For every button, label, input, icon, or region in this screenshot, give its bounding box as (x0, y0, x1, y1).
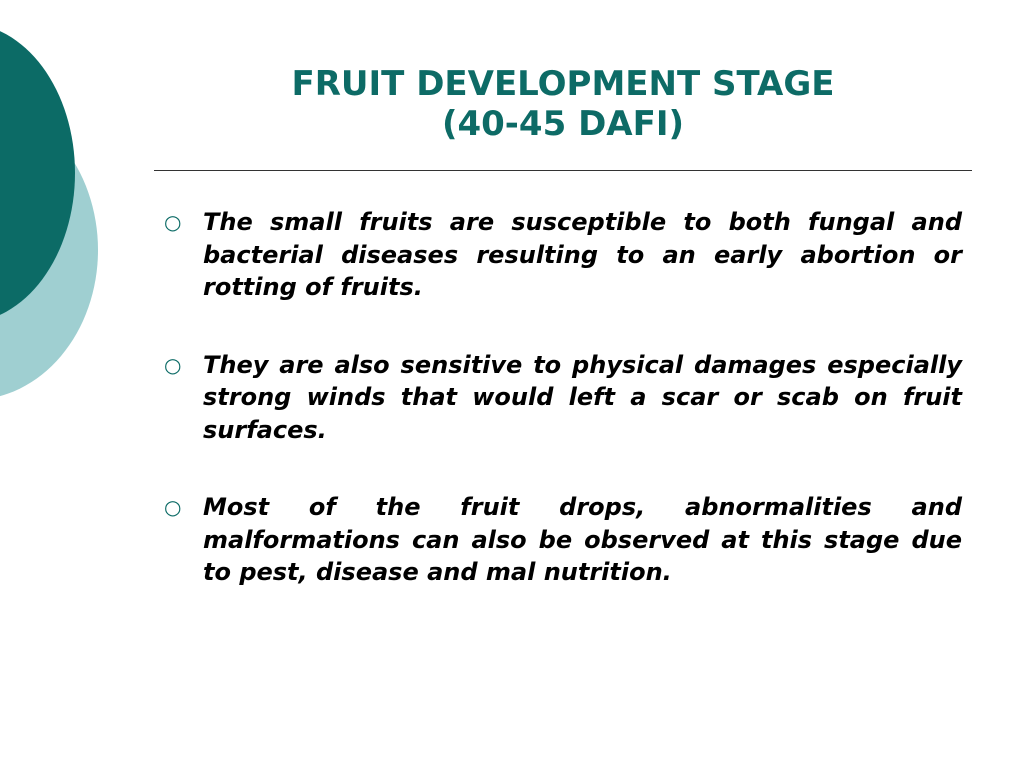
bullet-list (164, 206, 962, 634)
bullet-item (164, 349, 962, 447)
title-line-2: (40-45 DAFI) (441, 104, 685, 144)
slide-title (150, 64, 976, 144)
hollow-circle-bullet-icon: ○ (164, 495, 182, 519)
bullet-text: They are also sensitive to physical damages especially strong winds that would left a scar or scab on fruit surfaces. (203, 350, 962, 444)
title-divider (154, 170, 972, 171)
hollow-circle-bullet-icon: ○ (164, 352, 182, 377)
hollow-circle-bullet-icon: ○ (164, 210, 182, 234)
bullet-text: The small fruits are susceptible to both fungal and bacterial diseases resulting to an early abortion or rotting of fruits. (203, 208, 962, 301)
bullet-text: Most of the fruit drops, abnormalities and malformations can also be observed at this stage due to pest, disease and mal nutrition. (203, 493, 962, 586)
title-line-1: FRUIT DEVELOPMENT STAGE (291, 64, 835, 104)
bullet-item (164, 491, 962, 589)
bullet-item (164, 206, 962, 304)
